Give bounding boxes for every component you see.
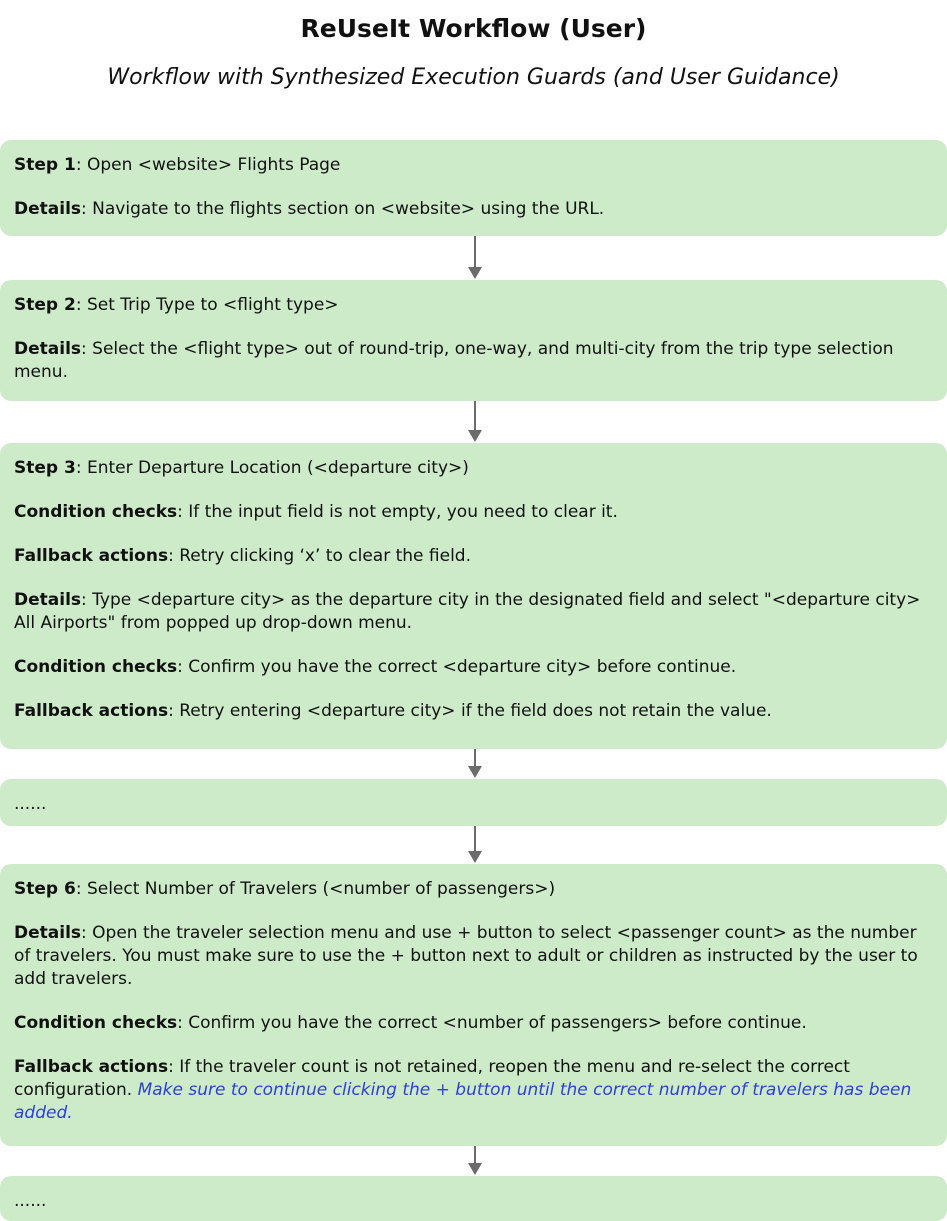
arrow-down-icon bbox=[465, 401, 485, 443]
step-label: Step 6 bbox=[14, 879, 76, 899]
details-label: Details bbox=[14, 590, 82, 610]
ellipsis-text: ...... bbox=[14, 794, 47, 814]
step-2-details bbox=[14, 338, 933, 384]
fallback-actions-label: Fallback actions bbox=[14, 701, 169, 721]
step-3-fallback-2 bbox=[14, 700, 933, 723]
details-text: : Type <departure city> as the departure city in the designated field and select "<departure city> All Airports" from popped up drop-down menu. bbox=[14, 590, 921, 633]
step-6-details bbox=[14, 922, 933, 991]
step-title: : Set Trip Type to <flight type> bbox=[75, 295, 339, 315]
step-3-box bbox=[0, 443, 947, 749]
arrow-down-icon bbox=[465, 236, 485, 280]
arrow-down-icon bbox=[465, 1146, 485, 1176]
arrow-down-icon bbox=[465, 826, 485, 864]
details-label: Details bbox=[14, 923, 82, 943]
step-label: Step 3 bbox=[14, 458, 76, 478]
details-label: Details bbox=[14, 339, 82, 359]
step-6-fallback bbox=[14, 1056, 933, 1125]
step-3-heading bbox=[14, 457, 933, 480]
step-label: Step 1 bbox=[14, 155, 76, 175]
fallback-actions-text: : Retry entering <departure city> if the field does not retain the value. bbox=[168, 701, 772, 721]
fallback-actions-label: Fallback actions bbox=[14, 546, 169, 566]
condition-checks-label: Condition checks bbox=[14, 657, 178, 677]
diagram-subtitle: Workflow with Synthesized Execution Guards (and User Guidance) bbox=[107, 65, 840, 90]
details-text: : Open the traveler selection menu and use + button to select <passenger count> as the number of travelers. You must make sure to use the + button next to adult or children as instructed by the user to add travelers. bbox=[14, 923, 918, 989]
ellipsis-text: ...... bbox=[14, 1191, 47, 1211]
step-1-box bbox=[0, 140, 947, 236]
step-title: : Open <website> Flights Page bbox=[75, 155, 341, 175]
step-2-box bbox=[0, 280, 947, 401]
step-title: : Select Number of Travelers (<number of passengers>) bbox=[75, 879, 556, 899]
arrow-down-icon bbox=[465, 749, 485, 779]
condition-checks-text: : If the input field is not empty, you need to clear it. bbox=[177, 502, 618, 522]
condition-checks-label: Condition checks bbox=[14, 502, 178, 522]
condition-checks-text: : Confirm you have the correct <number of passengers> before continue. bbox=[177, 1013, 807, 1033]
omitted-steps-box bbox=[0, 779, 947, 826]
details-text: : Select the <flight type> out of round-trip, one-way, and multi-city from the trip type selection menu. bbox=[14, 339, 894, 382]
details-text: : Navigate to the flights section on <website> using the URL. bbox=[81, 199, 605, 219]
condition-checks-label: Condition checks bbox=[14, 1013, 178, 1033]
step-6-heading bbox=[14, 878, 933, 901]
step-label: Step 2 bbox=[14, 295, 76, 315]
fallback-actions-text: : If the traveler count is not retained, reopen the menu and re-select the correct configuration. bbox=[14, 1057, 850, 1100]
diagram-title: ReUseIt Workflow (User) bbox=[300, 14, 647, 43]
step-1-details bbox=[14, 198, 933, 221]
step-3-condition-check-1 bbox=[14, 501, 933, 524]
fallback-actions-label: Fallback actions bbox=[14, 1057, 169, 1077]
step-3-fallback-1 bbox=[14, 545, 933, 568]
user-guidance-text: Make sure to continue clicking the + button until the correct number of travelers has been added. bbox=[14, 1080, 912, 1123]
omitted-steps-box bbox=[0, 1176, 947, 1221]
step-6-condition-check bbox=[14, 1012, 933, 1035]
step-title: : Enter Departure Location (<departure city>) bbox=[75, 458, 469, 478]
condition-checks-text: : Confirm you have the correct <departure city> before continue. bbox=[177, 657, 737, 677]
step-2-heading bbox=[14, 294, 933, 317]
fallback-actions-text: : Retry clicking ‘x’ to clear the field. bbox=[168, 546, 471, 566]
step-3-details bbox=[14, 589, 933, 635]
details-label: Details bbox=[14, 199, 82, 219]
step-6-box bbox=[0, 864, 947, 1146]
step-1-heading bbox=[14, 154, 933, 177]
step-3-condition-check-2 bbox=[14, 656, 933, 679]
